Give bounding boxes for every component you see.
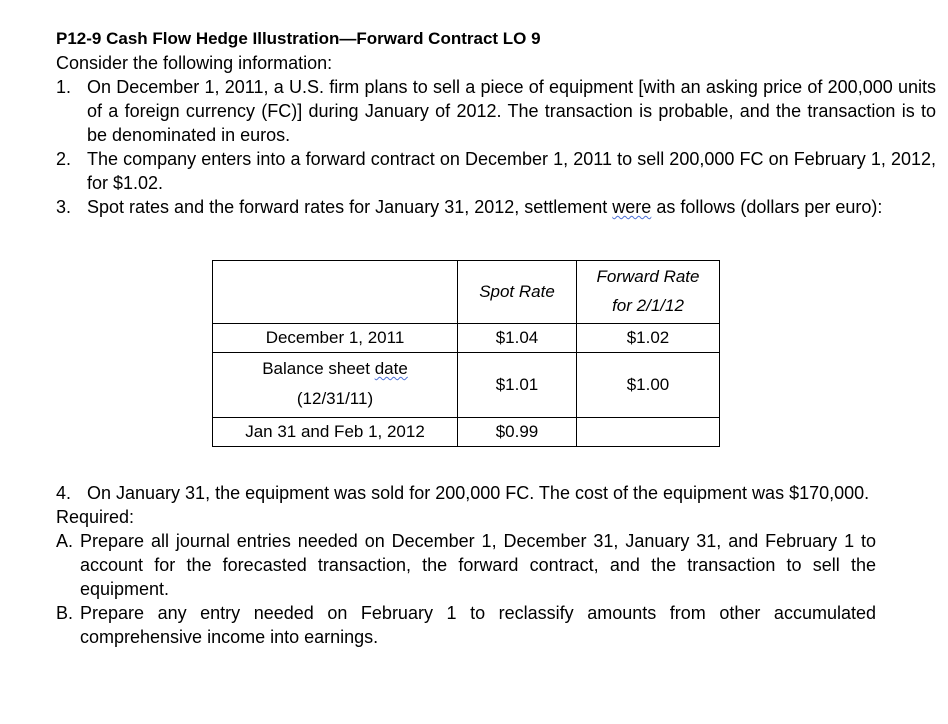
- item-number: 1.: [56, 77, 72, 97]
- table-row: [213, 353, 720, 418]
- info-list: [56, 75, 936, 219]
- required-text: [80, 529, 876, 601]
- header-cell-empty: [213, 261, 458, 324]
- required-letter: B.: [56, 603, 74, 623]
- row-date: [213, 353, 458, 418]
- table-header-row: [213, 261, 720, 324]
- row-spot: $1.04: [458, 324, 577, 353]
- item-text-part: Spot rates and the forward rates for January 31, 2012, settlement: [87, 197, 613, 217]
- row-date-line2: (12/31/11): [296, 389, 374, 408]
- row-date: December 1, 2011: [213, 324, 458, 353]
- problem-text: [56, 27, 936, 219]
- spellcheck-underlined-word: date: [374, 359, 408, 378]
- item-text: On January 31, the equipment was sold for 200,000 FC. The cost of the equipment was $170,000.: [87, 483, 870, 503]
- row-spot: $0.99: [458, 418, 577, 447]
- rates-table: [212, 260, 720, 447]
- required-item: [56, 529, 876, 601]
- problem-title: P12-9 Cash Flow Hedge Illustration—Forward Contract LO 9: [56, 29, 541, 48]
- list-item: [56, 481, 876, 505]
- list-item: [56, 75, 936, 147]
- item-text: [87, 195, 936, 219]
- table-row: [213, 324, 720, 353]
- header-forward-line2: for 2/1/12: [612, 296, 684, 315]
- table-row: [213, 418, 720, 447]
- lower-text: [56, 481, 876, 649]
- header-forward-rate: [577, 261, 720, 324]
- item-number: 4.: [56, 483, 72, 503]
- required-letter: A.: [56, 531, 74, 551]
- row-date-line1: [213, 355, 457, 383]
- list-item: [56, 195, 936, 219]
- required-label: Required:: [56, 507, 135, 527]
- list-item: [56, 147, 936, 195]
- row-spot: $1.01: [458, 353, 577, 418]
- spellcheck-underlined-word: were: [612, 197, 652, 217]
- required-item: [56, 601, 876, 649]
- required-text: Prepare any entry needed on February 1 to reclassify amounts from other accumulated comprehensive income into earnings.: [80, 603, 876, 647]
- item-text: On December 1, 2011, a U.S. firm plans to sell a piece of equipment [with an asking price of 200,000 units of a foreign currency (FC)] during January of 2012. The transaction is probable, and the transaction is to be denominated in euros.: [87, 77, 936, 145]
- item-number: 3.: [56, 197, 72, 217]
- item-text: The company enters into a forward contract on December 1, 2011 to sell 200,000 FC on February 1, 2012, for $1.02.: [87, 149, 936, 193]
- problem-intro: Consider the following information:: [56, 53, 333, 73]
- row-date-part: Balance sheet: [262, 359, 375, 378]
- item-number: 2.: [56, 149, 72, 169]
- row-date: Jan 31 and Feb 1, 2012: [213, 418, 458, 447]
- header-forward-line1: Forward Rate: [596, 267, 700, 286]
- row-forward: [577, 418, 720, 447]
- item-text-part: as follows (dollars per euro):: [651, 197, 883, 217]
- required-text-body: Prepare all journal entries needed on December 1, December 31, January 31, and February 1 to account for the forecasted transaction, the forward contract, and the transaction to sell the equipment.: [80, 531, 876, 599]
- header-spot-rate: Spot Rate: [458, 261, 577, 324]
- row-forward: $1.02: [577, 324, 720, 353]
- row-forward: $1.00: [577, 353, 720, 418]
